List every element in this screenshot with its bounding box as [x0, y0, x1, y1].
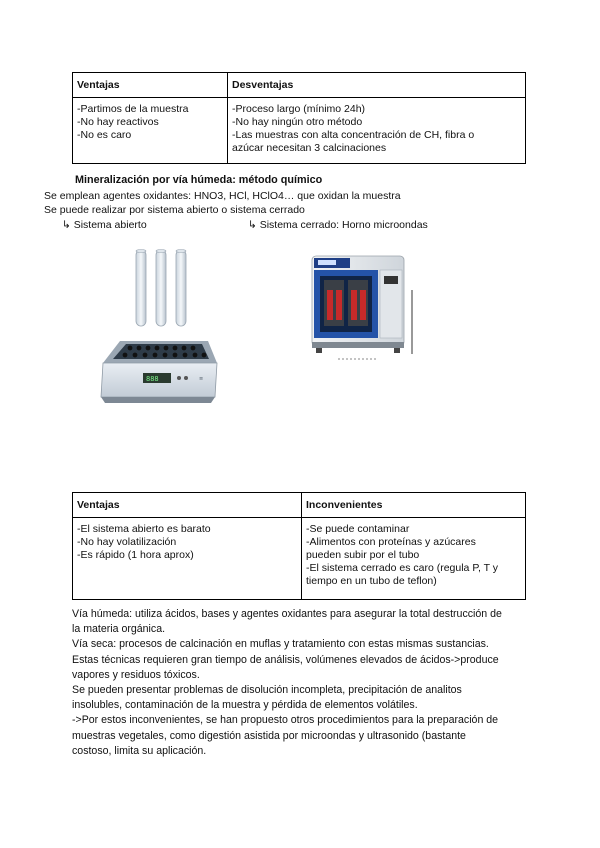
section-title: Mineralización por vía húmeda: método químico: [75, 174, 323, 186]
table2-right-item: -Alimentos con proteínas y azúcares: [306, 536, 476, 548]
paragraph-line: la materia orgánica.: [72, 623, 166, 636]
table1-right-item: -Proceso largo (mínimo 24h): [232, 103, 366, 115]
paragraph-line: insolubles, contaminación de la muestra y pérdida de elementos volátiles.: [72, 699, 418, 712]
paragraph-line: Estas técnicas requieren gran tiempo de análisis, volúmenes elevados de ácidos->produce: [72, 653, 499, 666]
table2-header-left: Ventajas: [73, 493, 302, 518]
advantages-table-wet: [72, 492, 526, 600]
body-text: [72, 607, 532, 759]
paragraph-line: muestras vegetales, como digestión asistida por microondas y ultrasonido (bastante: [72, 729, 466, 742]
section-line-2: Se puede realizar por sistema abierto o sistema cerrado: [44, 204, 305, 216]
table2-cell-right: [302, 518, 526, 600]
table2-right-item: -Se puede contaminar: [306, 523, 410, 535]
open-system-label: ↳ Sistema abierto: [62, 219, 147, 231]
advantages-table-dry: [72, 72, 526, 164]
paragraph-line: costoso, limita su aplicación.: [72, 744, 207, 757]
table2-left-item: -No hay volatilización: [77, 536, 177, 548]
table1-left-item: -Partimos de la muestra: [77, 103, 189, 115]
table1-right-item: azúcar necesitan 3 calcinaciones: [232, 142, 387, 154]
table1-header-left: Ventajas: [73, 73, 228, 98]
paragraph-line: Vía húmeda: utiliza ácidos, bases y agentes oxidantes para asegurar la total destrucción de: [72, 608, 502, 620]
table1-header-right: Desventajas: [228, 73, 526, 98]
closed-system-label: ↳ Sistema cerrado: Horno microondas: [248, 219, 428, 231]
heating-block: [101, 341, 217, 403]
table2-left-item: -El sistema abierto es barato: [77, 523, 211, 535]
paragraph-line: Vía seca: procesos de calcinación en muflas y tratamiento con estas mismas sustancias.: [72, 638, 489, 651]
table2-cell-left: [73, 518, 302, 600]
section-line-1: Se emplean agentes oxidantes: HNO3, HCl, HClO4… que oxidan la muestra: [44, 190, 401, 202]
microwave-oven-image: [300, 250, 420, 362]
paragraph-line: vapores y residuos tóxicos.: [72, 668, 200, 681]
table1-cell-right: [228, 98, 526, 164]
svg-text:≡: ≡: [199, 376, 204, 382]
table1-right-item: -No hay ningún otro método: [232, 116, 363, 128]
paragraph-line: ->Por estos inconvenientes, se han propuesto otros procedimientos para la preparación de: [72, 714, 499, 727]
table1-cell-left: [73, 98, 228, 164]
table1-left-item: -No hay reactivos: [77, 116, 159, 128]
svg-text:888: 888: [146, 375, 159, 383]
test-tubes: [136, 250, 186, 327]
table1-right-item: -Las muestras con alta concentración de CH, fibra o: [232, 129, 475, 141]
table2-left-item: -Es rápido (1 hora aprox): [77, 549, 194, 561]
table2-right-item: -El sistema cerrado es caro (regula P, T y: [306, 562, 498, 574]
table1-left-item: -No es caro: [77, 129, 132, 141]
table2-header-right: Inconvenientes: [302, 493, 526, 518]
paragraph-line: Se pueden presentar problemas de disolución incompleta, precipitación de analitos: [72, 684, 462, 697]
table2-right-item: tiempo en un tubo de teflon): [306, 575, 437, 587]
open-system-digester-image: [95, 245, 225, 410]
table2-right-item: pueden subir por el tubo: [306, 549, 420, 561]
